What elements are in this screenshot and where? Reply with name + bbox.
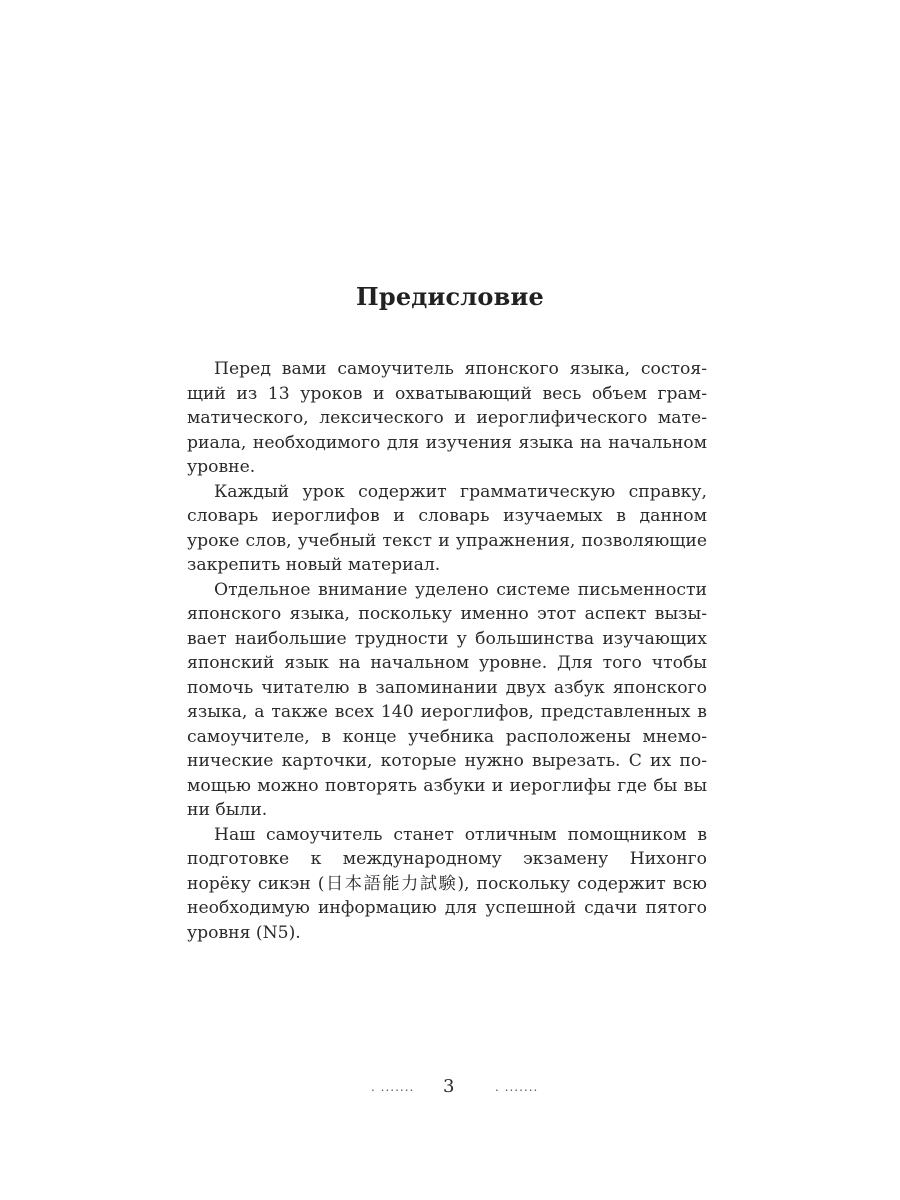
preface-body bbox=[187, 357, 707, 945]
paragraph: Отдельное внимание уделено системе письменности японского языка, поскольку именно этот аспект вызывает наибольшие трудности у большинства изучающих японский язык на начальном уровне. Для того чтобы помочь читателю в запоминании двух азбук японского языка, а также всех 140 иероглифов, представленных в самоучителе, в конце учебника расположены мнемонические карточки, которые нужно вырезать. С их помощью можно повторять азбуки и иероглифы где бы вы ни были. bbox=[187, 579, 707, 820]
chapter-title: Предисловие bbox=[355, 282, 544, 311]
paragraph: Перед вами самоучитель японского языка, состоящий из 13 уроков и охватывающий весь объем грамматического, лексического и иероглифического материала, необходимого для изучения языка на начальном уровне. bbox=[187, 359, 707, 477]
paragraph: Каждый урок содержит грамматическую справку, словарь иероглифов и словарь изучаемых в данном уроке слов, учебный текст и упражнения, позволяющие закрепить новый материал. bbox=[187, 481, 707, 575]
page-number: 3 bbox=[443, 1076, 455, 1097]
paragraph: Наш самоучитель станет отличным помощником в подготовке к международному экзамену Нихонго норёку сикэн (日本語能力試験), поскольку содержит всю необходимую информацию для успешной сдачи пятого уровня (N5). bbox=[187, 824, 707, 943]
folio-dots-right: . ....... bbox=[495, 1080, 539, 1094]
folio-dots-left: . ....... bbox=[371, 1080, 415, 1094]
page-footer bbox=[0, 1076, 900, 1100]
